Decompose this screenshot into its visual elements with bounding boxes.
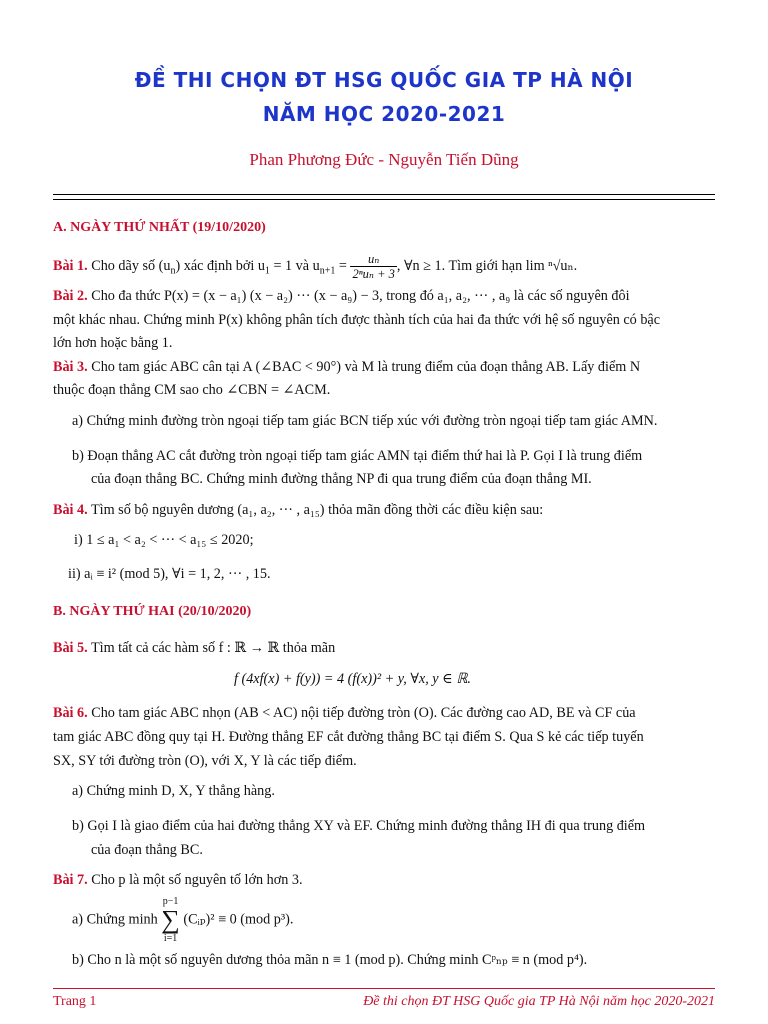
authors: Phan Phương Đức - Nguyễn Tiến Dũng bbox=[249, 150, 519, 169]
problem-6-line-1: Bài 6. Cho tam giác ABC nhọn (AB < AC) nội tiếp đường tròn (O). Các đường cao AD, BE và CF của bbox=[53, 705, 636, 721]
problem-7-label: Bài 7. bbox=[53, 872, 88, 888]
recurrence-fraction: $\frac{\text{uₙ}}{\text{2ⁿuₙ + 3}}$ bbox=[352, 252, 395, 281]
problem-7-part-a: a) Chứng minh p−1 ∑ i=1 (Cᵢₚ)² ≡ 0 (mod p³). bbox=[72, 896, 294, 944]
problem-6-line-3: SX, SY tới đường tròn (O), với X, Y là các tiếp điểm. bbox=[53, 753, 357, 769]
problem-4-line-1: Bài 4. Tìm số bộ nguyên dương (a₁, a₂, ··· , a₁₅) thỏa mãn đồng thời các điều kiện sau: bbox=[53, 502, 544, 518]
problem-7-part-b: b) Cho n là một số nguyên dương thỏa mãn n ≡ 1 (mod p). Chứng minh Cᵖₙₚ ≡ n (mod p⁴). bbox=[72, 952, 588, 968]
problem-6-part-a: a) Chứng minh D, X, Y thẳng hàng. bbox=[72, 783, 275, 799]
problem-6-part-b-line-1: b) Gọi I là giao điểm của hai đường thẳng XY và EF. Chứng minh đường thẳng IH đi qua trung điểm bbox=[72, 818, 646, 834]
problem-6-label: Bài 6. bbox=[53, 705, 88, 721]
problem-5-label: Bài 5. bbox=[53, 640, 88, 656]
problem-2-line-2: một khác nhau. Chứng minh P(x) không phân tích được thành tích của hai đa thức với hệ số nguyên có bậc bbox=[53, 312, 661, 328]
problem-1: Bài 1. Cho dãy số $(u_n)$ xác định bởi $u_1 = 1$ và $u_{n+1}$ = $\frac{\text{uₙ}}{\text{2ⁿuₙ + 3}}$ , ∀n ≥ 1. Tìm giới hạn lim ⁿ√uₙ. bbox=[53, 252, 578, 281]
header-rule-top bbox=[53, 194, 715, 195]
problem-2-label: Bài 2. bbox=[53, 288, 88, 304]
problem-5-equation: f (4xf(x) + f(y)) = 4 (f(x))² + y, ∀x, y ∈ ℝ. bbox=[234, 671, 471, 687]
footer-page-number: Trang 1 bbox=[53, 994, 97, 1009]
problem-5-line-1: Bài 5. Tìm tất cả các hàm số f : ℝ → ℝ thỏa mãn bbox=[53, 640, 336, 656]
problem-3-line-2: thuộc đoạn thẳng CM sao cho ∠CBN = ∠ACM. bbox=[53, 382, 331, 398]
footer-document-title: Đề thi chọn ĐT HSG Quốc gia TP Hà Nội năm học 2020-2021 bbox=[363, 994, 715, 1009]
problem-2-line-1: Bài 2. Cho đa thức P(x) = (x − a₁) (x − a₂) ··· (x − a₉) − 3, trong đó a₁, a₂, ··· , a₉ là các số nguyên đôi bbox=[53, 288, 630, 304]
title-line-2: NĂM HỌC 2020-2021 bbox=[262, 102, 506, 126]
problem-3-label: Bài 3. bbox=[53, 359, 88, 375]
problem-7-line-1: Bài 7. Cho p là một số nguyên tố lớn hơn 3. bbox=[53, 872, 303, 888]
problem-2-line-3: lớn hơn hoặc bằng 1. bbox=[53, 335, 173, 351]
footer-rule bbox=[53, 988, 715, 989]
problem-3-part-a: a) Chứng minh đường tròn ngoại tiếp tam giác BCN tiếp xúc với đường tròn ngoại tiếp tam giác AMN. bbox=[72, 413, 658, 429]
summation-symbol: p−1 ∑ i=1 bbox=[161, 896, 180, 944]
title-line-1: ĐỀ THI CHỌN ĐT HSG QUỐC GIA TP HÀ NỘI bbox=[134, 68, 634, 92]
problem-3-line-1: Bài 3. Cho tam giác ABC cân tại A (∠BAC < 90°) và M là trung điểm của đoạn thẳng AB. Lấy điểm N bbox=[53, 359, 641, 375]
problem-6-part-b-line-2: của đoạn thẳng BC. bbox=[91, 842, 203, 858]
problem-4-condition-ii: ii) aᵢ ≡ i² (mod 5), ∀i = 1, 2, ··· , 15. bbox=[68, 566, 271, 582]
problem-3-part-b-line-1: b) Đoạn thẳng AC cắt đường tròn ngoại tiếp tam giác AMN tại điểm thứ hai là P. Gọi I là trung điểm bbox=[72, 448, 643, 464]
section-day-two: B. NGÀY THỨ HAI (20/10/2020) bbox=[53, 604, 252, 619]
problem-4-condition-i: i) 1 ≤ a₁ < a₂ < ··· < a₁₅ ≤ 2020; bbox=[74, 532, 254, 548]
problem-6-line-2: tam giác ABC đồng quy tại H. Đường thẳng EF cắt đường thẳng BC tại điểm S. Qua S kẻ các tiếp tuyến bbox=[53, 729, 644, 745]
header-rule-bottom bbox=[53, 199, 715, 200]
problem-1-label: Bài 1. bbox=[53, 257, 88, 274]
problem-3-part-b-line-2: của đoạn thẳng BC. Chứng minh đường thẳng NP đi qua trung điểm của đoạn thẳng MI. bbox=[91, 471, 592, 487]
section-day-one: A. NGÀY THỨ NHẤT (19/10/2020) bbox=[53, 220, 266, 235]
problem-4-label: Bài 4. bbox=[53, 502, 88, 518]
